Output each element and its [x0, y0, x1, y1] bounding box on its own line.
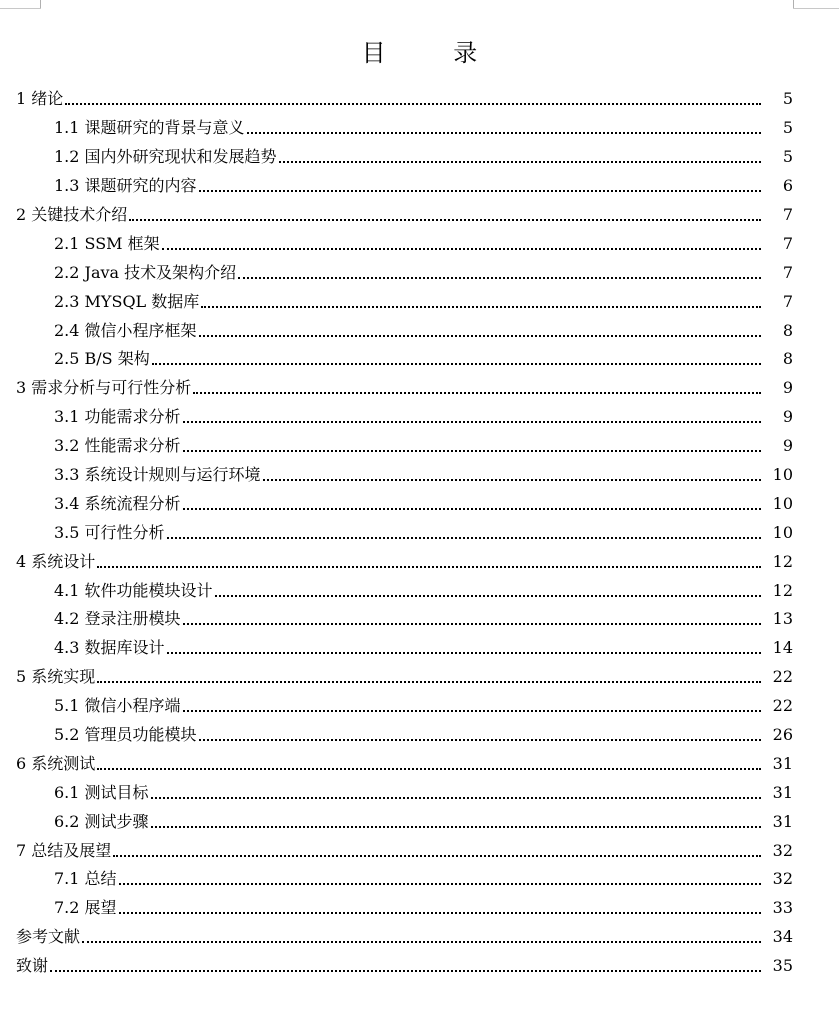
toc-entry[interactable]: [0, 432, 839, 461]
toc-entry-label: 6 系统测试: [16, 753, 96, 773]
toc-entry[interactable]: [0, 114, 839, 143]
toc-entry[interactable]: [0, 374, 839, 403]
toc-entry[interactable]: [0, 894, 839, 923]
toc-page-number: 31: [772, 782, 793, 802]
toc-page-number: 7: [782, 205, 793, 224]
toc-entry-label: 2.5 B/S 架构: [54, 349, 150, 369]
toc-page-number: 34: [772, 927, 793, 947]
toc-page-number: 10: [772, 493, 793, 513]
toc-dot-leader: [152, 363, 761, 365]
toc-entry[interactable]: [0, 403, 839, 432]
toc-dot-leader: [97, 566, 761, 568]
toc-dot-leader: [201, 306, 761, 308]
toc-dot-leader: [129, 219, 761, 221]
toc-dot-leader: [247, 132, 761, 134]
toc-entry-label: 3 需求分析与可行性分析: [16, 378, 192, 398]
toc-entry-label: 5 系统实现: [16, 667, 96, 687]
toc-entry-label: 7.1 总结: [54, 869, 117, 889]
toc-entry-label: 1.3 课题研究的内容: [54, 176, 197, 196]
toc-entry[interactable]: [0, 749, 839, 778]
toc-page-number: 12: [772, 580, 793, 600]
page-corner-mark-right: [793, 0, 794, 8]
toc-dot-leader: [183, 623, 761, 625]
toc-dot-leader: [183, 710, 761, 712]
toc-page-number: 6: [782, 176, 793, 196]
toc-entry-label: 4 系统设计: [16, 551, 96, 571]
toc-page-number: 7: [782, 262, 793, 282]
toc-entry[interactable]: [0, 201, 839, 230]
toc-entry-label: 4.3 数据库设计: [54, 638, 165, 658]
toc-dot-leader: [162, 248, 761, 250]
page-margin-line-right: [793, 8, 839, 9]
toc-entry-label: 2.1 SSM 框架: [54, 233, 160, 253]
toc-dot-leader: [183, 508, 761, 510]
toc-dot-leader: [199, 190, 761, 192]
toc-entry[interactable]: [0, 778, 839, 807]
toc-page-number: 9: [782, 407, 793, 427]
toc-entry-label: 4.1 软件功能模块设计: [54, 580, 213, 600]
toc-entry[interactable]: [0, 692, 839, 721]
toc-entry-label: 2 关键技术介绍: [16, 205, 128, 224]
page-margin-line-left: [0, 8, 41, 9]
toc-entry-label: 参考文献: [16, 927, 81, 947]
toc-entry-label: 2.2 Java 技术及架构介绍: [54, 262, 237, 282]
toc-dot-leader: [113, 855, 761, 857]
toc-dot-leader: [215, 595, 761, 597]
toc-entry[interactable]: [0, 85, 839, 114]
toc-entry-label: 5.1 微信小程序端: [54, 696, 181, 716]
toc-dot-leader: [97, 681, 761, 683]
toc-dot-leader: [82, 941, 761, 943]
toc-entry[interactable]: [0, 461, 839, 490]
toc-page-number: 26: [772, 725, 793, 745]
toc-page-number: 10: [772, 465, 793, 485]
toc-dot-leader: [167, 652, 761, 654]
toc-entry-label: 致谢: [16, 956, 49, 976]
page-corner-mark-left: [40, 0, 41, 8]
toc-dot-leader: [193, 392, 761, 394]
toc-page-number: 31: [772, 753, 793, 773]
toc-entry-label: 1.2 国内外研究现状和发展趋势: [54, 147, 277, 167]
toc-page-number: 32: [772, 840, 793, 860]
toc-entry-label: 1 绪论: [16, 89, 64, 109]
toc-dot-leader: [65, 103, 761, 105]
toc-page-number: 35: [772, 956, 793, 976]
toc-page-number: 14: [772, 638, 793, 658]
toc-entry-label: 3.5 可行性分析: [54, 522, 165, 542]
toc-entry[interactable]: [0, 865, 839, 894]
toc-page-number: 22: [772, 667, 793, 687]
toc-dot-leader: [151, 826, 761, 828]
toc-page-number: 5: [782, 118, 793, 138]
toc-dot-leader: [50, 970, 761, 972]
toc-dot-leader: [263, 479, 761, 481]
toc-entry[interactable]: [0, 287, 839, 316]
toc-entry[interactable]: [0, 345, 839, 374]
toc-entry-label: 6.2 测试步骤: [54, 811, 149, 831]
toc-dot-leader: [151, 797, 761, 799]
toc-entry-label: 4.2 登录注册模块: [54, 609, 181, 629]
toc-entry-label: 2.4 微信小程序框架: [54, 320, 197, 340]
toc-dot-leader: [199, 739, 761, 741]
toc-dot-leader: [199, 335, 761, 337]
toc-entry[interactable]: [0, 634, 839, 663]
toc-page-number: 13: [772, 609, 793, 629]
toc-entry[interactable]: [0, 258, 839, 287]
toc-entry[interactable]: [0, 316, 839, 345]
toc-dot-leader: [183, 450, 761, 452]
toc-entry[interactable]: [0, 172, 839, 201]
toc-entry-label: 6.1 测试目标: [54, 782, 149, 802]
toc-entry-label: 1.1 课题研究的背景与意义: [54, 118, 245, 138]
toc-entry-label: 2.3 MYSQL 数据库: [54, 291, 200, 311]
toc-entry[interactable]: [0, 836, 839, 865]
toc-dot-leader: [97, 768, 761, 770]
toc-page-number: 7: [782, 233, 793, 253]
toc-entry-label: 7 总结及展望: [16, 840, 112, 860]
toc-entry-label: 3.3 系统设计规则与运行环境: [54, 465, 261, 485]
toc-page-number: 5: [782, 147, 793, 167]
toc-entry-label: 3.2 性能需求分析: [54, 436, 181, 456]
toc-page-number: 12: [772, 551, 793, 571]
toc-entry[interactable]: [0, 605, 839, 634]
toc-entry-label: 7.2 展望: [54, 898, 117, 918]
toc-entry[interactable]: [0, 143, 839, 172]
toc-entry[interactable]: [0, 229, 839, 258]
toc-page-number: 9: [782, 436, 793, 456]
toc-entry[interactable]: [0, 489, 839, 518]
toc-page-number: 5: [782, 89, 793, 109]
toc-dot-leader: [238, 277, 761, 279]
toc-page-number: 31: [772, 811, 793, 831]
toc-dot-leader: [119, 912, 761, 914]
toc-entry[interactable]: [0, 952, 839, 981]
toc-dot-leader: [279, 161, 761, 163]
toc-page-number: 7: [782, 291, 793, 311]
toc-dot-leader: [119, 883, 761, 885]
toc-page-number: 8: [782, 320, 793, 340]
toc-entry[interactable]: [0, 663, 839, 692]
toc-entry[interactable]: [0, 576, 839, 605]
toc-entry[interactable]: [0, 807, 839, 836]
toc-page-number: 33: [772, 898, 793, 918]
toc-list: [0, 85, 839, 981]
toc-entry[interactable]: [0, 547, 839, 576]
toc-dot-leader: [183, 421, 761, 423]
toc-page-number: 10: [772, 522, 793, 542]
toc-title: 目 录: [361, 39, 508, 67]
toc-page-number: 22: [772, 696, 793, 716]
toc-entry[interactable]: [0, 721, 839, 750]
toc-entry-label: 3.1 功能需求分析: [54, 407, 181, 427]
toc-page-number: 9: [782, 378, 793, 398]
toc-entry[interactable]: [0, 518, 839, 547]
toc-dot-leader: [167, 537, 761, 539]
toc-entry-label: 3.4 系统流程分析: [54, 493, 181, 513]
toc-entry-label: 5.2 管理员功能模块: [54, 725, 197, 745]
toc-page-number: 8: [782, 349, 793, 369]
toc-entry[interactable]: [0, 923, 839, 952]
toc-page-number: 32: [772, 869, 793, 889]
